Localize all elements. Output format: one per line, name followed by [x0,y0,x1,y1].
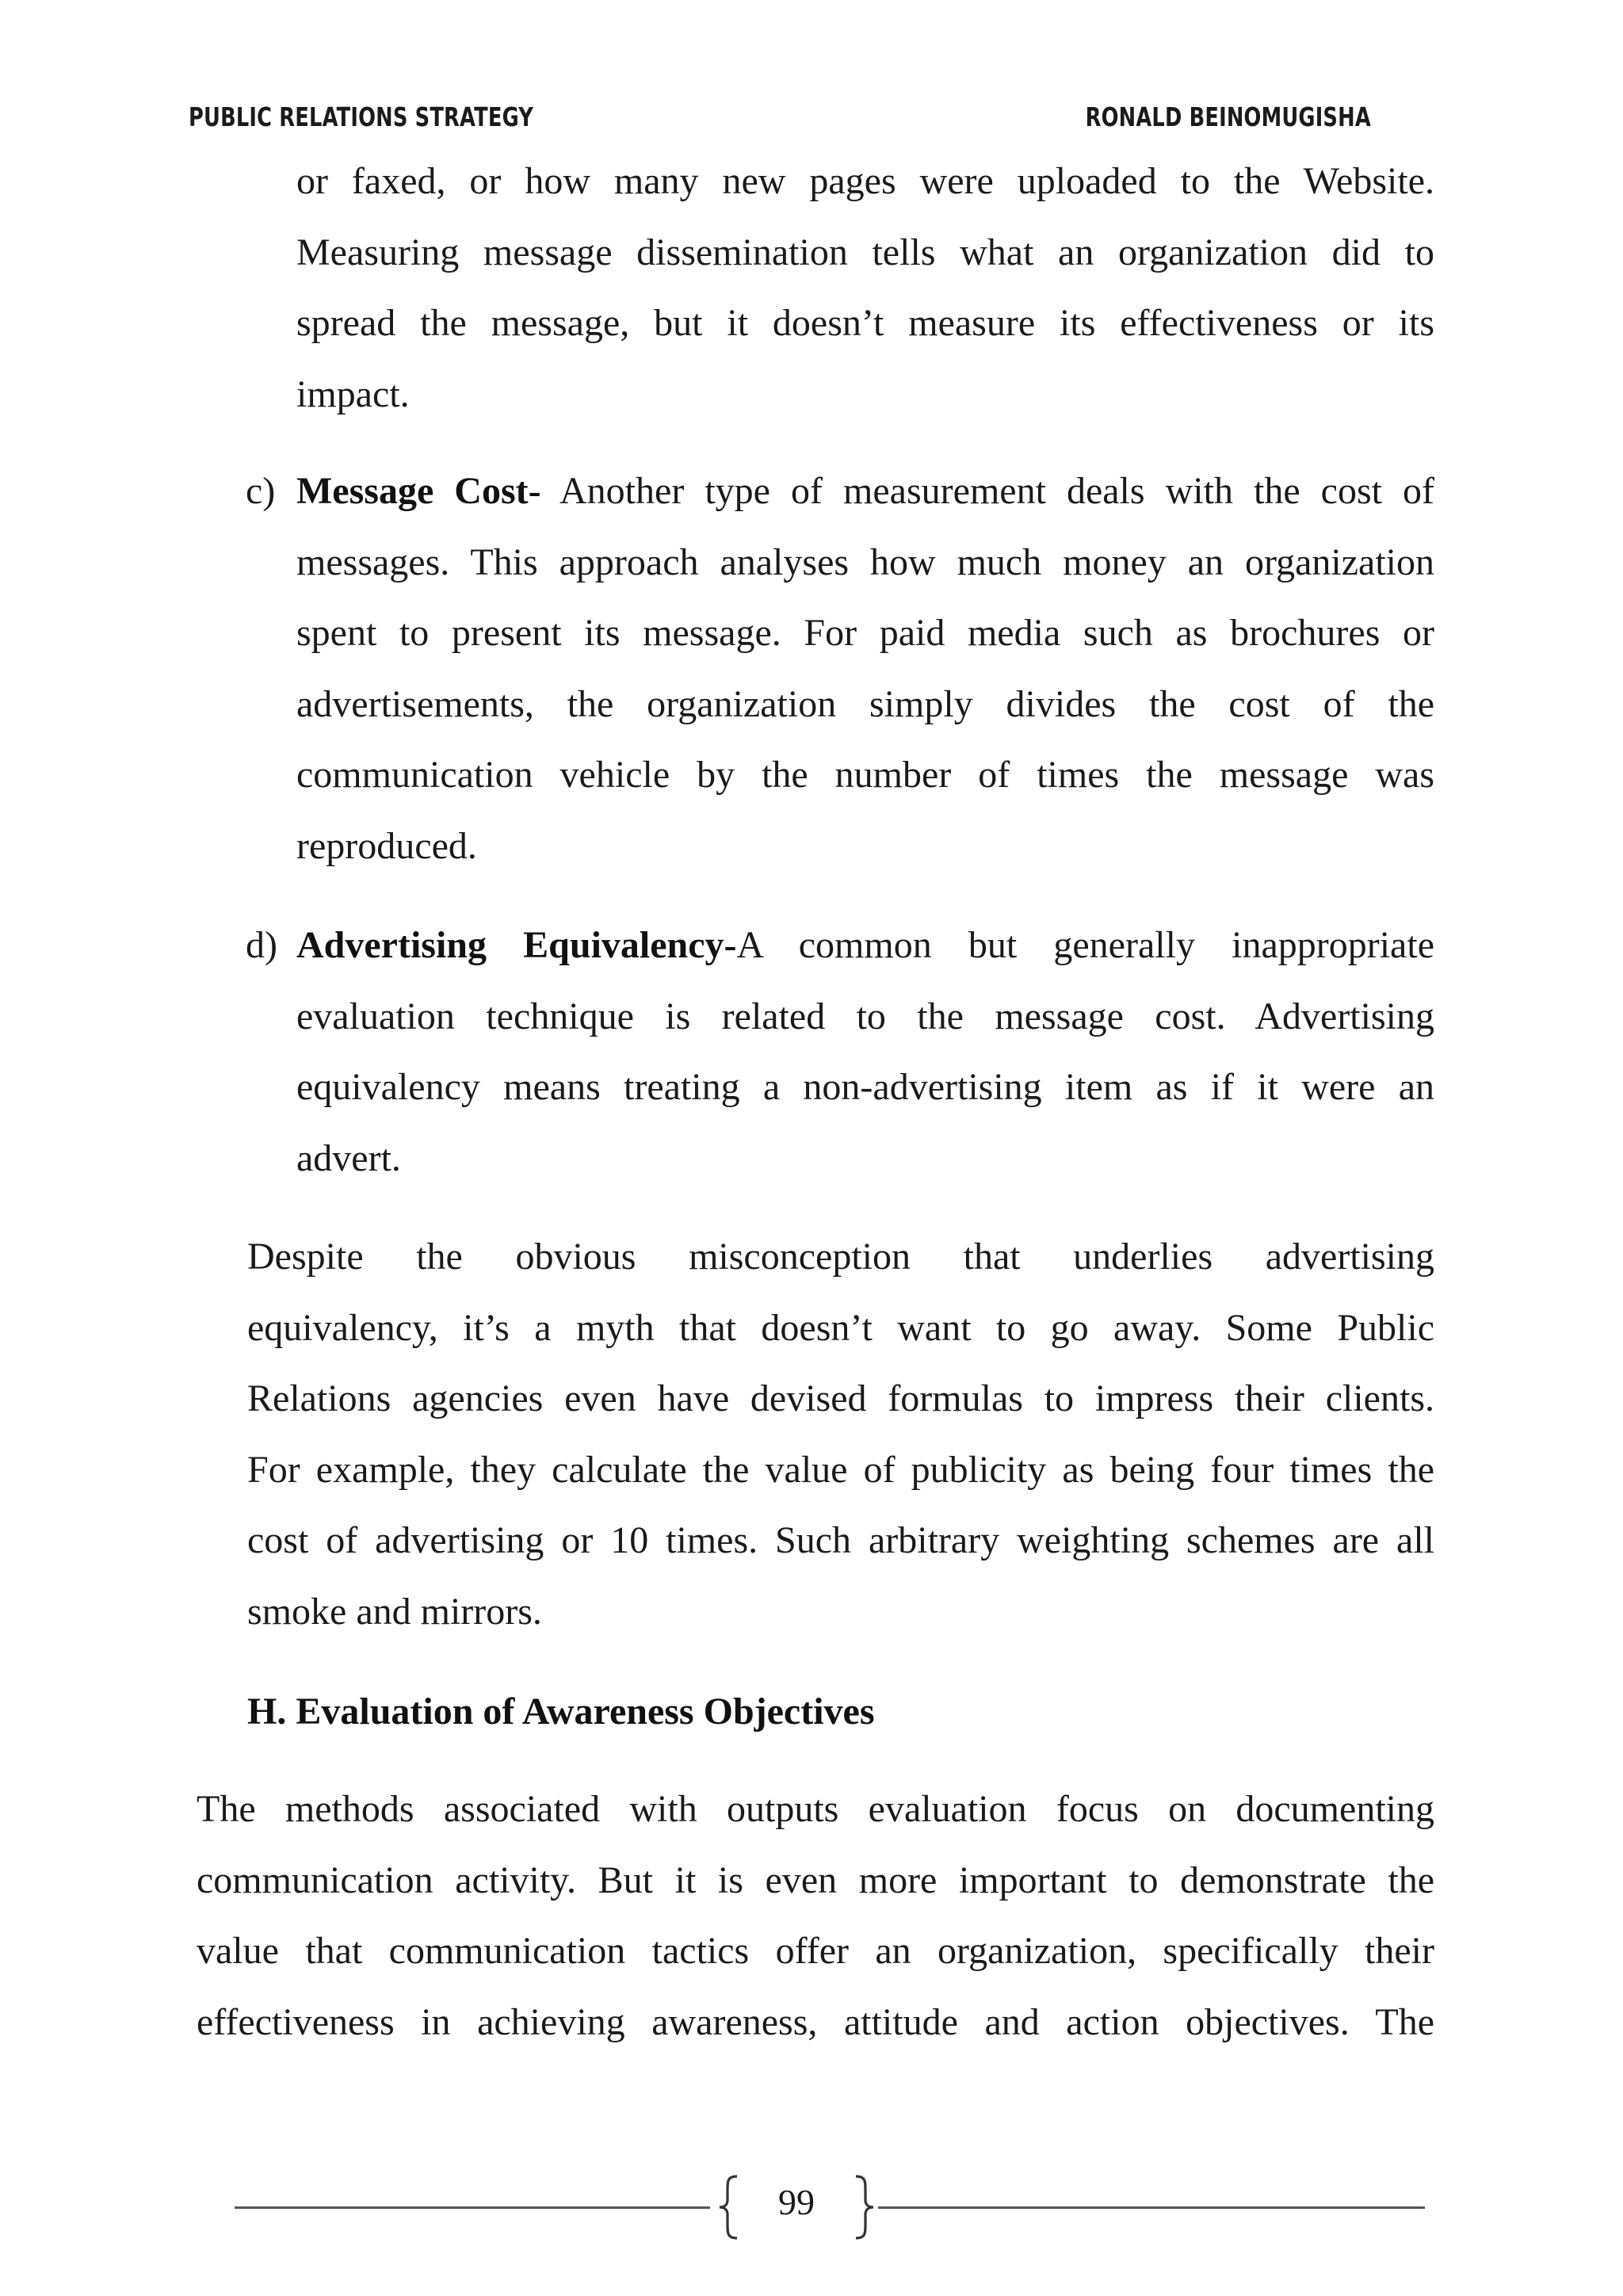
page-number: 99 [778,2182,815,2222]
text-line: cost of advertising or 10 times. Such arbitrary weighting schemes are all [247,1519,1434,1561]
footer-rule-left [235,2206,710,2209]
right-brace-icon [848,2172,880,2243]
list-item-term: Advertising Equivalency- [296,924,737,966]
text-line: Despite the obvious misconception that underlies advertising [247,1236,1434,1278]
text-line: reproduced. [296,824,477,867]
paragraph-advertising-myth [247,1221,1434,1647]
text-line: messages. This approach analyses how much money an organization [296,541,1434,583]
text-line: value that communication tactics offer an organization, specifically their [197,1930,1434,1972]
footer-rule-right [878,2206,1425,2209]
text-line: effectiveness in achieving awareness, attitude and action objectives. The [197,2000,1434,2043]
list-item-advertising-equivalency [246,910,1434,1194]
text-line: Relations agencies even have devised formulas to impress their clients. [247,1377,1434,1419]
running-header-title: PUBLIC RELATIONS STRATEGY [189,101,534,132]
page-footer [0,2172,1623,2243]
list-item-term: Message Cost- [296,470,541,512]
text-line: For example, they calculate the value of publicity as being four times the [247,1448,1434,1491]
list-marker: d) [246,924,277,966]
text-line: smoke and mirrors. [247,1590,542,1633]
text-line: spread the message, but it doesn’t measure its effectiveness or its [296,302,1434,344]
paragraph-outputs-evaluation [197,1774,1434,2057]
continuation-paragraph [296,146,1434,430]
text-line: communication activity. But it is even more important to demonstrate the [197,1859,1434,1901]
running-header-author: RONALD BEINOMUGISHA [1085,101,1371,132]
text-line: communication vehicle by the number of times the message was [296,754,1434,796]
list-item-content [296,910,1434,1194]
text-line [296,910,1434,981]
text-line: or faxed, or how many new pages were uploaded to the Website. [296,160,1434,202]
text-line: advert. [296,1137,401,1179]
text-line: Measuring message dissemination tells what an organization did to [296,231,1434,273]
text-line: advertisements, the organization simply divides the cost of the [296,682,1434,725]
text-line: impact. [296,372,410,415]
text-span: Another type of measurement deals with the cost of [540,470,1434,512]
text-line [296,456,1434,527]
text-span: A common but generally inappropriate [736,924,1434,966]
text-line: equivalency, it’s a myth that doesn’t want to go away. Some Public [247,1306,1434,1349]
list-marker: c) [246,470,276,512]
text-line: equivalency means treating a non-advertising item as if it were an [296,1066,1434,1108]
list-item-content [296,456,1434,881]
text-line: spent to present its message. For paid media such as brochures or [296,612,1434,654]
list-item-message-cost [246,456,1434,881]
text-line: evaluation technique is related to the message cost. Advertising [296,995,1434,1037]
section-heading: H. Evaluation of Awareness Objectives [247,1690,875,1733]
text-line: The methods associated with outputs evaluation focus on documenting [197,1788,1434,1830]
